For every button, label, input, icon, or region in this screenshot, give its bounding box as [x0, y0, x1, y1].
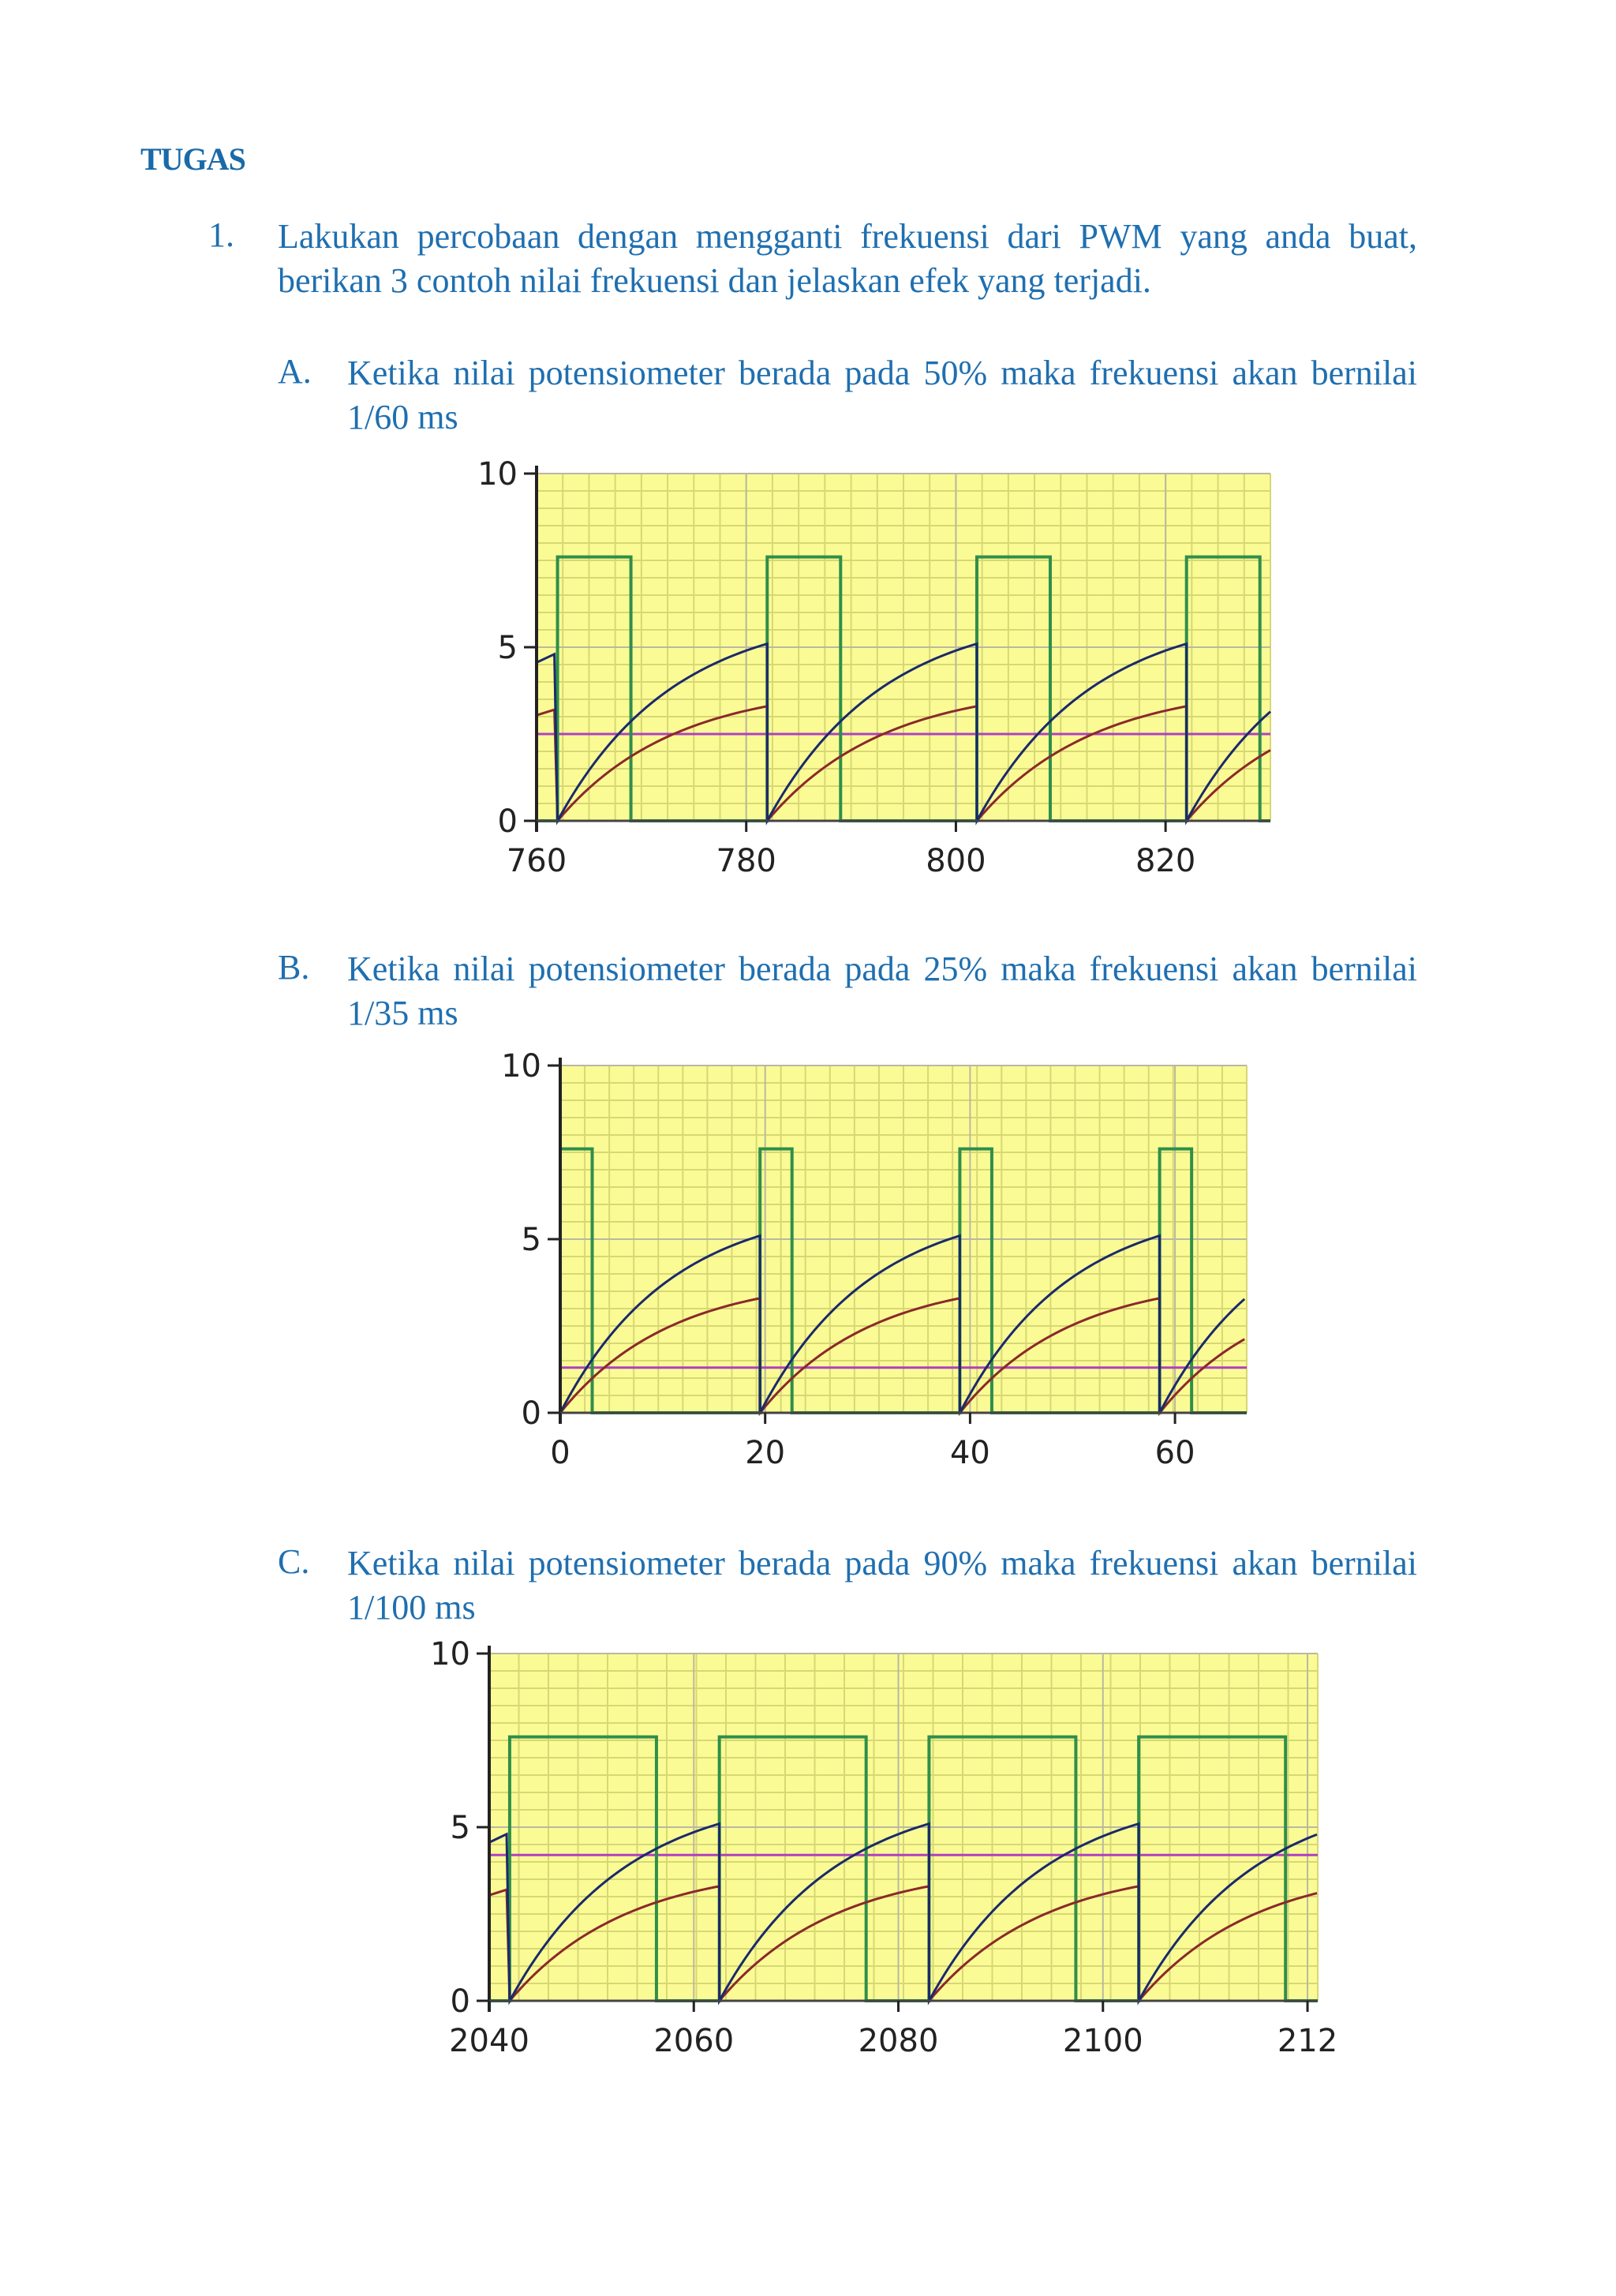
x-tick-label: 2040 — [449, 2023, 529, 2059]
x-tick-label: 212 — [1277, 2023, 1338, 2059]
y-tick-label: 5 — [497, 630, 518, 666]
y-tick-label: 0 — [497, 803, 518, 840]
y-tick-label: 5 — [450, 1810, 470, 1846]
item-b-letter: B. — [278, 948, 310, 987]
y-tick-label: 0 — [450, 1983, 470, 2020]
item-c-letter: C. — [278, 1542, 310, 1581]
y-tick-label: 0 — [521, 1395, 541, 1432]
y-tick-label: 10 — [501, 1048, 541, 1084]
chart-b — [466, 1042, 1318, 1484]
x-tick-label: 40 — [949, 1435, 990, 1471]
x-tick-label: 60 — [1154, 1435, 1195, 1471]
y-tick-label: 5 — [521, 1222, 541, 1258]
x-tick-label: 2060 — [653, 2023, 735, 2059]
y-tick-label: 10 — [477, 456, 518, 493]
item-c-text: Ketika nilai potensiometer berada pada 90% maka frekuensi akan bernilai 1/100 ms — [347, 1544, 1417, 1627]
heading-tugas: TUGAS — [140, 141, 245, 177]
chart-c — [426, 1638, 1373, 2088]
x-tick-label: 780 — [716, 843, 776, 876]
chart-a-plot — [466, 450, 1318, 876]
item-a-letter: A. — [278, 352, 312, 391]
chart-b-plot — [466, 1042, 1318, 1484]
x-tick-label: 2100 — [1062, 2023, 1143, 2059]
x-tick-label: 0 — [550, 1435, 570, 1471]
x-tick-label: 760 — [506, 843, 567, 876]
x-tick-label: 20 — [745, 1435, 786, 1471]
item-b-text: Ketika nilai potensiometer berada pada 25% maka frekuensi akan bernilai 1/35 ms — [347, 949, 1417, 1032]
question-number: 1. — [208, 215, 234, 254]
chart-c-plot — [426, 1638, 1373, 2088]
x-tick-label: 2080 — [858, 2023, 939, 2059]
x-tick-label: 800 — [926, 843, 986, 876]
item-a-text: Ketika nilai potensiometer berada pada 50% maka frekuensi akan bernilai 1/60 ms — [347, 354, 1417, 436]
question-text: Lakukan percobaan dengan mengganti frekuensi dari PWM yang anda buat, berikan 3 contoh nilai frekuensi dan jelaskan efek yang terjadi. — [278, 217, 1417, 300]
x-tick-label: 820 — [1135, 843, 1196, 876]
chart-a — [466, 450, 1318, 876]
y-tick-label: 10 — [430, 1638, 470, 1672]
